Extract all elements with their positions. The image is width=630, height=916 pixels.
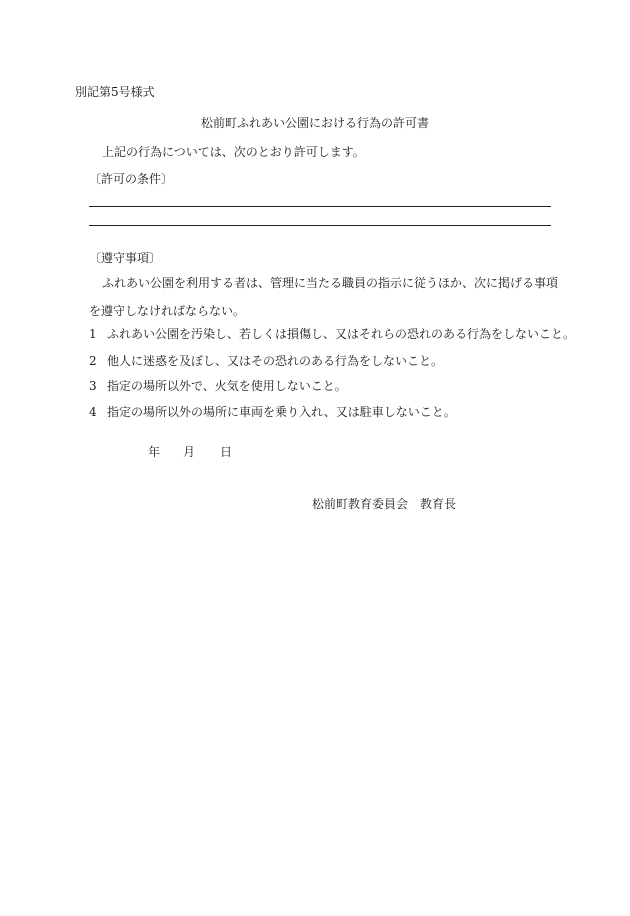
intro-text: 上記の行為については、次のとおり許可します。 [102, 145, 365, 159]
condition-line-2 [89, 225, 551, 226]
rule-text: 指定の場所以外の場所に車両を乗り入れ、又は駐車しないこと。 [107, 405, 456, 419]
rule-text: 他人に迷惑を及ぼし、又はその恐れのある行為をしないこと。 [107, 354, 444, 368]
issuer-name: 松前町教育委員会 教育長 [312, 497, 457, 511]
list-item [89, 380, 347, 392]
list-item [89, 355, 443, 367]
conditions-heading: 〔許可の条件〕 [89, 172, 174, 186]
list-item [89, 406, 456, 418]
rule-text: 指定の場所以外で、火気を使用しないこと。 [107, 379, 347, 393]
rules-heading: 〔遵守事項〕 [89, 251, 162, 265]
rule-number: 4 [89, 405, 97, 419]
document-title: 松前町ふれあい公園における行為の許可書 [201, 116, 430, 130]
rule-number: 2 [89, 354, 97, 368]
date-month: 月 [183, 445, 196, 459]
form-label: 別記第5号様式 [75, 85, 155, 99]
rules-intro-line2: を遵守しなければならない。 [89, 304, 246, 318]
condition-line-1 [89, 206, 551, 207]
rule-number: 3 [89, 379, 97, 393]
rule-number: 1 [89, 327, 97, 341]
date-day: 日 [220, 445, 233, 459]
date-year: 年 [148, 445, 161, 459]
rules-intro-line1: ふれあい公園を利用する者は、管理に当たる職員の指示に従うほか、次に掲げる事項 [102, 276, 559, 290]
list-item [89, 328, 575, 340]
rule-text: ふれあい公園を汚染し、若しくは損傷し、又はそれらの恐れのある行為をしないこと。 [107, 327, 576, 341]
